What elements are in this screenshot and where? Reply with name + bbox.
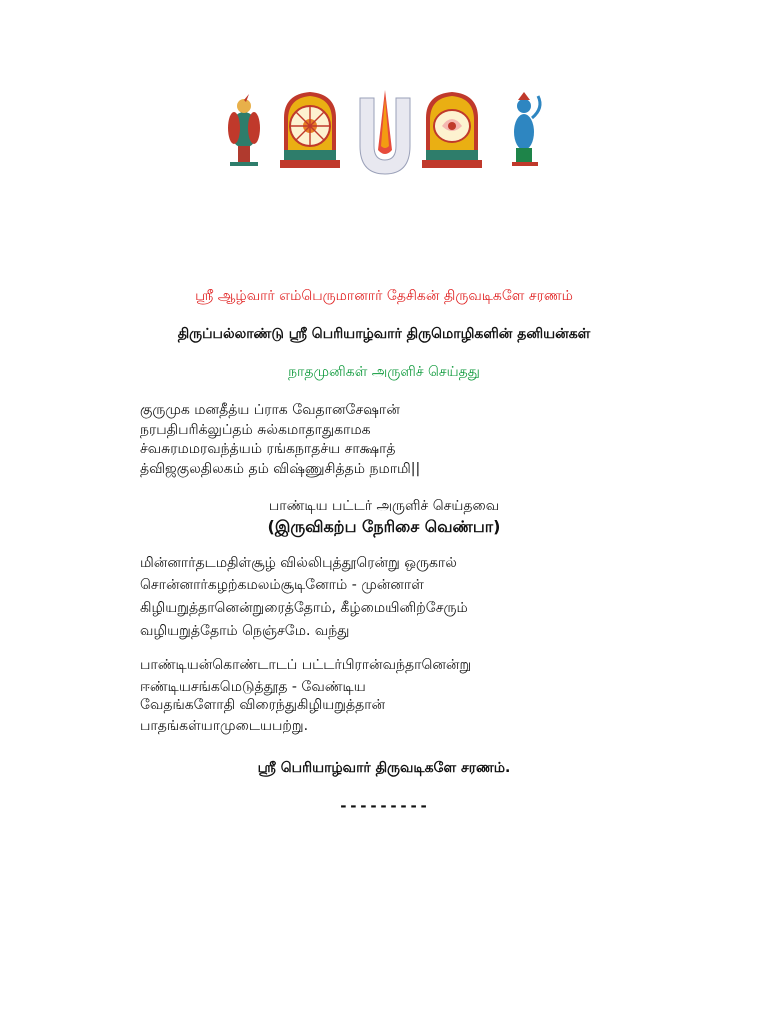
- garuda-icon: [228, 94, 260, 166]
- section1-line-4: த்விஜகுலதிலகம் தம் விஷ்ணுசித்தம் நமாமி||: [140, 461, 421, 477]
- section1-line-3: ச்வசுரமமரவந்த்யம் ரங்கநாதச்ய சாக்ஷாத்: [140, 441, 396, 457]
- verse1-line-3: கிழியறுத்தானென்றுரைத்தோம், கீழ்மையினிற்சேரும்: [140, 600, 468, 616]
- separator-line: ---------: [338, 797, 430, 815]
- section1-line-1: குருமுக மனதீத்ய ப்ராக வேதானசேஷான்: [140, 402, 400, 418]
- section1-line-2: நரபதிபரிக்லுப்தம் சுல்கமாதாதுகாமக: [140, 422, 371, 438]
- invocation-line: ஸ்ரீ ஆழ்வார் எம்பெருமானார் தேசிகன் திருவடிகளே சரணம்: [195, 288, 573, 304]
- closing-line: ஸ்ரீ பெரியாழ்வார் திருவடிகளே சரணம்.: [257, 760, 511, 776]
- thiruman-namam-icon: [360, 90, 410, 174]
- section2-heading: பாண்டிய பட்டர் அருளிச் செய்தவை: [268, 498, 500, 514]
- verse1-line-1: மின்னார்தடமதிள்சூழ் வில்லிபுத்தூரென்று ஒருகால்: [140, 555, 457, 571]
- verse2-line-1: பாண்டியன்கொண்டாடப் பட்டர்பிரான்வந்தானென்று: [140, 657, 472, 673]
- hanuman-icon: [512, 92, 540, 166]
- verse1-line-2: சொன்னார்கழற்கமலம்சூடினோம் - முன்னாள்: [140, 577, 424, 593]
- chakra-icon: [280, 92, 340, 168]
- verse1-line-4: வழியறுத்தோம் நெஞ்சமே. வந்து: [140, 623, 350, 639]
- verse2-line-4: பாதங்கள்யாமுடையபற்று.: [140, 718, 309, 734]
- conch-icon: [422, 92, 482, 168]
- verse2-line-3: வேதங்களோதி விரைந்துகிழியறுத்தான்: [140, 697, 386, 713]
- section2-subheading: (இருவிகற்ப நேரிசை வெண்பா): [267, 517, 501, 536]
- verse2-line-2: ஈண்டியசங்கமெடுத்தூத - வேண்டிய: [140, 679, 366, 695]
- sacred-emblems-banner: [218, 88, 552, 188]
- section1-heading: நாதமுனிகள் அருளிச் செய்தது: [288, 364, 480, 380]
- page-title: திருப்பல்லாண்டு ஸ்ரீ பெரியாழ்வார் திருமொழிகளின் தனியன்கள்: [177, 326, 591, 342]
